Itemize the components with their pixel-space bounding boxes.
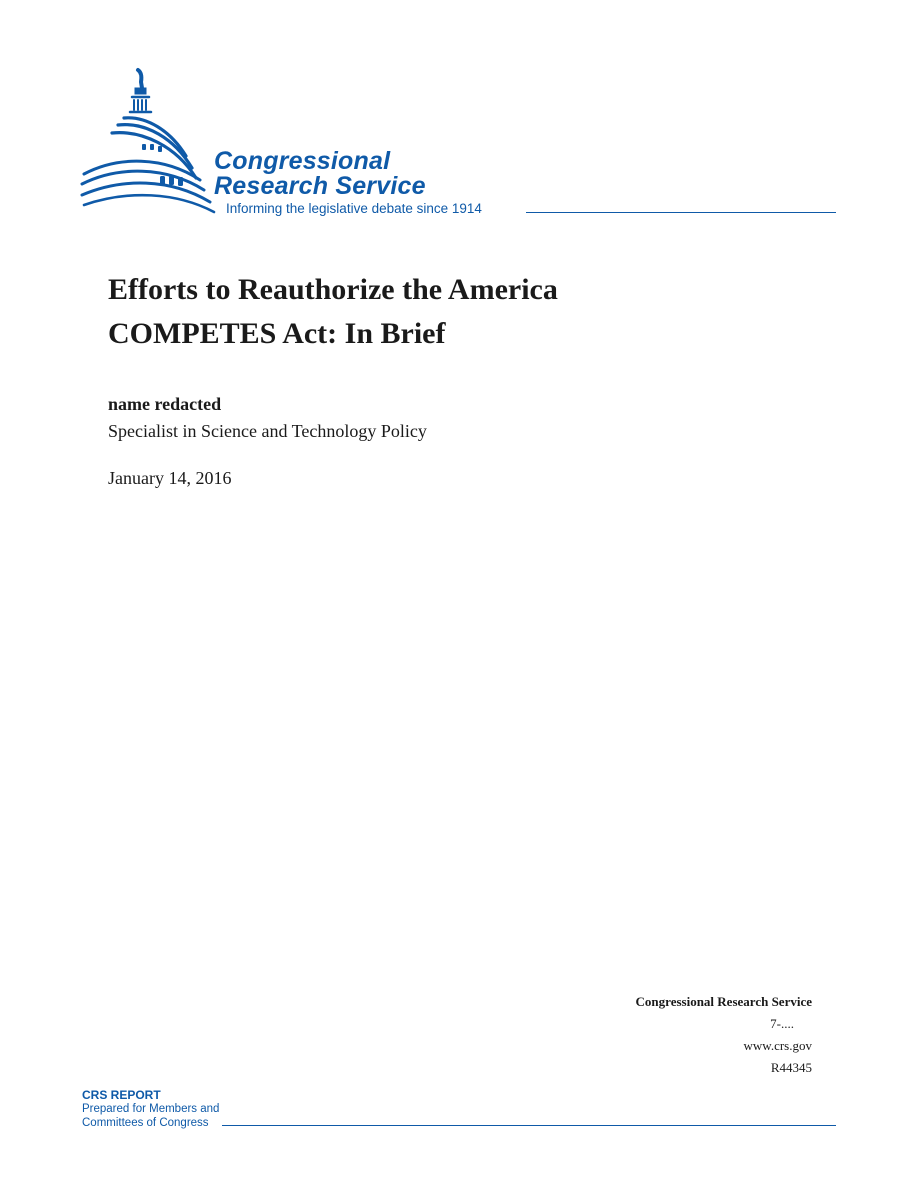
capitol-dome-icon (78, 64, 228, 224)
footer-line3: Committees of Congress (82, 1117, 209, 1129)
footer-line2: Prepared for Members and (82, 1103, 220, 1115)
crs-report-number: R44345 (770, 1060, 812, 1075)
footer-label: CRS REPORT (82, 1088, 161, 1102)
tagline-divider (526, 212, 836, 213)
logo-line2: Research Service (214, 172, 426, 200)
footer (82, 1088, 842, 1138)
report-title: Efforts to Reauthorize the America COMPETES Act: In Brief (108, 273, 558, 350)
footer-divider (222, 1125, 836, 1126)
report-date: January 14, 2016 (108, 468, 232, 488)
logo-tagline: Informing the legislative debate since 1914 (226, 201, 482, 216)
crs-website: www.crs.gov (743, 1038, 812, 1053)
logo-line1: Congressional (214, 147, 391, 175)
author-role: Specialist in Science and Technology Policy (108, 421, 427, 441)
crs-phone: 7-.... (770, 1016, 794, 1031)
crs-organization: Congressional Research Service (635, 994, 812, 1009)
crs-contact-block (636, 991, 812, 1079)
crs-logo (78, 64, 858, 224)
author-name: name redacted (108, 394, 222, 414)
